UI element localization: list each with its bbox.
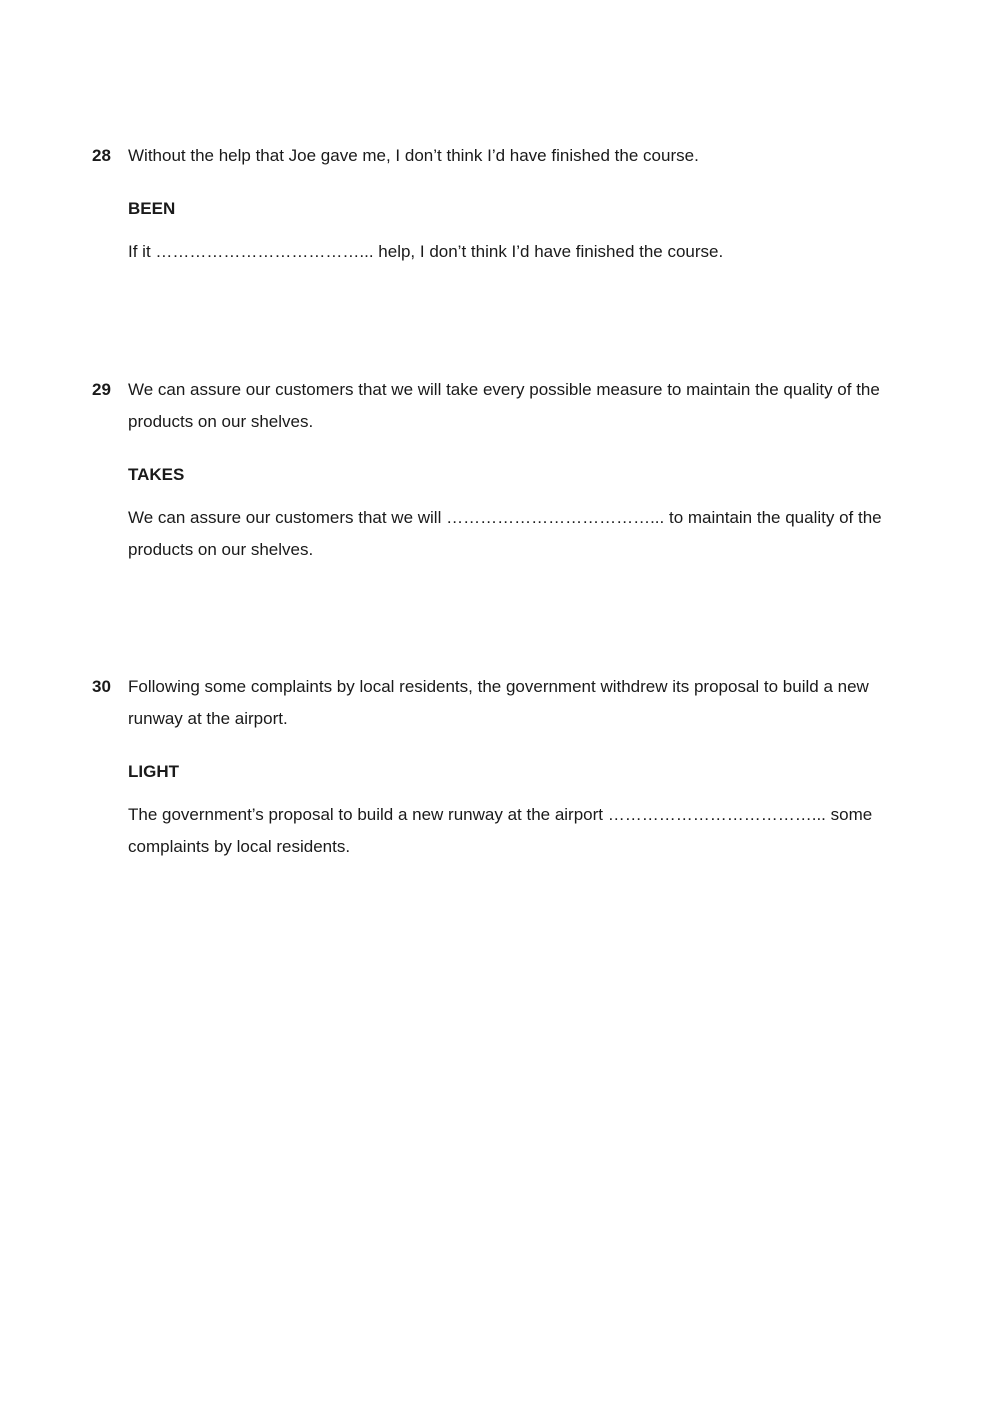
question-body [128,374,908,566]
question-number: 29 [92,380,111,399]
answer-sentence[interactable]: The government’s proposal to build a new runway at the airport ………………………………... some complaints by local residents. [128,805,873,856]
question-29 [92,374,912,566]
answer-sentence[interactable]: If it ………………………………... help, I don’t think I’d have finished the course. [128,242,724,261]
question-30 [92,671,912,863]
question-sentence: We can assure our customers that we will take every possible measure to maintain the quality of the products on our shelves. [128,380,880,431]
question-sentence: Without the help that Joe gave me, I don’t think I’d have finished the course. [128,146,699,165]
key-word: BEEN [128,199,176,218]
question-number: 30 [92,677,111,696]
question-sentence: Following some complaints by local residents, the government withdrew its proposal to build a new runway at the airport. [128,677,869,728]
question-number: 28 [92,146,111,165]
question-28 [92,140,912,268]
question-body [128,671,908,863]
answer-sentence[interactable]: We can assure our customers that we will ………………………………... to maintain the quality of the products on our shelves. [128,508,882,559]
question-body [128,140,908,268]
key-word: LIGHT [128,762,179,781]
key-word: TAKES [128,465,185,484]
